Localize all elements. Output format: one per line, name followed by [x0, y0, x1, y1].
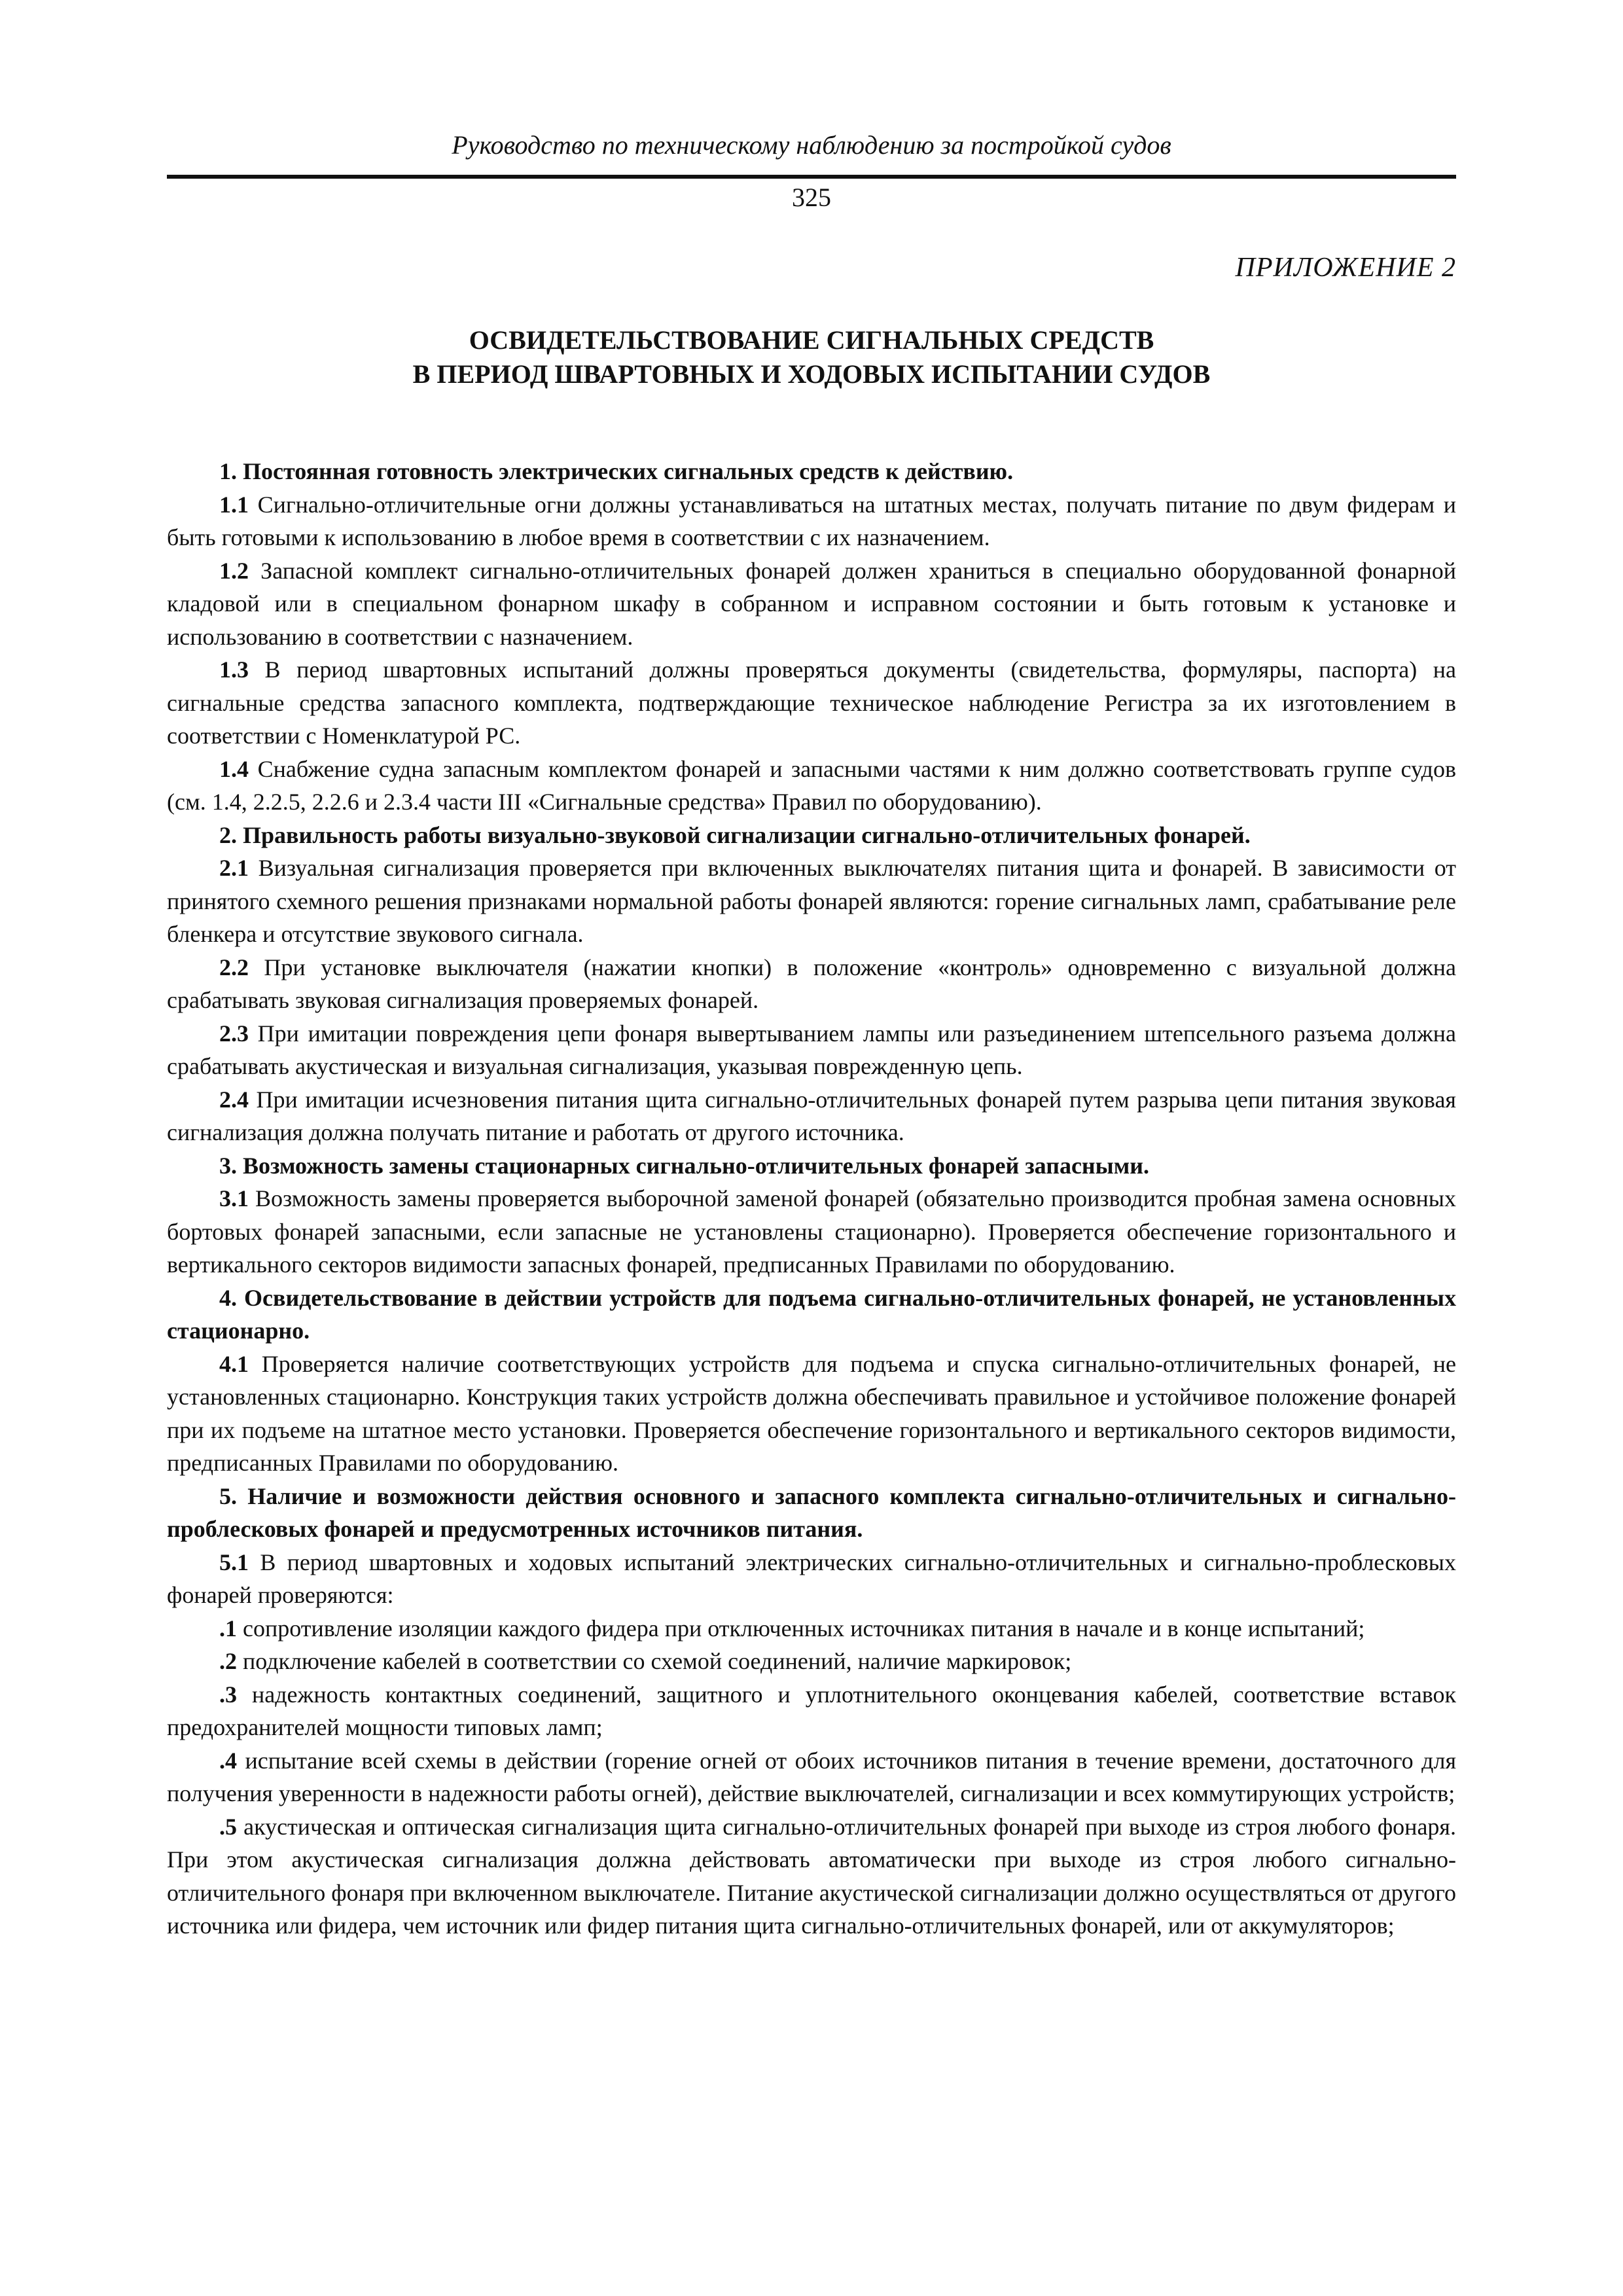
- item-number: 2.4: [219, 1086, 249, 1113]
- page-number: 325: [792, 183, 831, 212]
- item-text: В период швартовных испытаний должны проверяться документы (свидетельства, формуляры, паспорта) на сигнальные средства запасного комплекта, подтверждающие техническое наблюдение Регистра за их изготовлением в соответствии с Номенклатурой РС.: [167, 656, 1456, 749]
- item-text: надежность контактных соединений, защитного и уплотнительного оконцевания кабелей, соответствие вставок предохранителей мощности типовых ламп;: [167, 1681, 1456, 1740]
- title-line-1: ОСВИДЕТЕЛЬСТВОВАНИЕ СИГНАЛЬНЫХ СРЕДСТВ: [469, 325, 1154, 355]
- item-text: Снабжение судна запасным комплектом фонарей и запасными частями к ним должно соответствовать группе судов (см. 1.4, 2.2.5, 2.2.6 и 2.3.4 части III «Сигнальные средства» Правил по оборудованию).: [167, 755, 1456, 815]
- item-number: 2.2: [219, 954, 249, 980]
- section-item: [167, 1678, 1456, 1744]
- section-item: [167, 488, 1456, 554]
- item-number: 2.3: [219, 1020, 249, 1047]
- item-number: 1.1: [219, 491, 249, 518]
- item-number: 2.1: [219, 855, 249, 881]
- item-number: 1.4: [219, 755, 249, 782]
- section-item: [167, 1744, 1456, 1810]
- section-item: [167, 1810, 1456, 1943]
- item-text: Проверяется наличие соответствующих устройств для подъема и спуска сигнально-отличительных фонарей, не установленных стационарно. Конструкция таких устройств должна обеспечивать правильное и устойчивое положение фонарей при их подъеме на штатное место установки. Проверяется обеспечение горизонтального и вертикального секторов видимости, предписанных Правилами по оборудованию.: [167, 1350, 1456, 1476]
- section-item: [167, 1612, 1456, 1645]
- section-item: [167, 951, 1456, 1017]
- section-item: [167, 1348, 1456, 1480]
- item-text: подключение кабелей в соответствии со схемой соединений, наличие маркировок;: [237, 1648, 1072, 1674]
- running-title: Руководство по техническому наблюдению за постройкой судов: [452, 130, 1171, 160]
- item-number: 5.1: [219, 1549, 249, 1575]
- section-heading: 1. Постоянная готовность электрических сигнальных средств к действию.: [219, 458, 1014, 484]
- section-item: [167, 753, 1456, 819]
- item-number: 1.3: [219, 656, 249, 683]
- item-text: акустическая и оптическая сигнализация щита сигнально-отличительных фонарей при выходе из строя любого фонаря. При этом акустическая сигнализация должна действовать автоматически при выходе из строя любого сигнально-отличительного фонаря при включенном выключателе. Питание акустической сигнализации должно осуществляться от другого источника или фидера, чем источник или фидер питания щита сигнально-отличительных фонарей, или от аккумуляторов;: [167, 1813, 1456, 1939]
- item-number: .5: [219, 1813, 237, 1840]
- section-heading: 5. Наличие и возможности действия основного и запасного комплекта сигнально-отличительных и сигнально-проблесковых фонарей и предусмотренных источников питания.: [167, 1482, 1456, 1542]
- item-text: Сигнально-отличительные огни должны устанавливаться на штатных местах, получать питание по двум фидерам и быть готовыми к использованию в любое время в соответствии с их назначением.: [167, 491, 1456, 550]
- appendix-label: ПРИЛОЖЕНИЕ 2: [1235, 253, 1456, 283]
- section-item: [167, 653, 1456, 753]
- item-text: Запасной комплект сигнально-отличительных фонарей должен храниться в специально оборудованной фонарной кладовой или в специальном фонарном шкафу в собранном и исправном состоянии и быть готовым к установке и использованию в соответствии с назначением.: [167, 557, 1456, 650]
- item-number: 1.2: [219, 557, 249, 584]
- section-item: [167, 1182, 1456, 1282]
- item-text: Возможность замены проверяется выборочной заменой фонарей (обязательно производится пробная замена основных бортовых фонарей запасными, если запасные не установлены стационарно). Проверяется обеспечение горизонтального и вертикального секторов видимости запасных фонарей, предписанных Правилами по оборудованию.: [167, 1185, 1456, 1278]
- section-heading: 2. Правильность работы визуально-звуковой сигнализации сигнально-отличительных фонарей.: [219, 821, 1251, 848]
- item-number: .3: [219, 1681, 237, 1708]
- document-body: [167, 455, 1456, 1943]
- section-item: [167, 1645, 1456, 1678]
- title-line-2: В ПЕРИОД ШВАРТОВНЫХ И ХОДОВЫХ ИСПЫТАНИИ СУДОВ: [412, 359, 1211, 389]
- section-item: [167, 1546, 1456, 1612]
- item-text: При имитации повреждения цепи фонаря вывертыванием лампы или разъединением штепсельного разъема должна срабатывать акустическая и визуальная сигнализация, указывая поврежденную цепь.: [167, 1020, 1456, 1079]
- item-text: сопротивление изоляции каждого фидера при отключенных источниках питания в начале и в конце испытаний;: [237, 1615, 1365, 1641]
- item-number: .1: [219, 1615, 237, 1641]
- section-item: [167, 1083, 1456, 1149]
- section-item: [167, 1017, 1456, 1083]
- section-heading: 4. Освидетельствование в действии устройств для подъема сигнально-отличительных фонарей, не установленных стационарно.: [167, 1284, 1456, 1344]
- item-number: 3.1: [219, 1185, 249, 1211]
- document-title: [167, 323, 1456, 391]
- item-text: испытание всей схемы в действии (горение огней от обоих источников питания в течение времени, достаточного для получения уверенности в надежности работы огней), действие выключателей, сигнализации и всех коммутирующих устройств;: [167, 1747, 1456, 1806]
- section-heading: 3. Возможность замены стационарных сигнально-отличительных фонарей запасными.: [219, 1152, 1150, 1179]
- item-number: .2: [219, 1648, 237, 1674]
- item-number: .4: [219, 1747, 237, 1774]
- item-text: При имитации исчезновения питания щита сигнально-отличительных фонарей путем разрыва цепи питания звуковая сигнализация должна получать питание и работать от другого источника.: [167, 1086, 1456, 1145]
- section-item: [167, 554, 1456, 654]
- section-item: [167, 852, 1456, 951]
- item-text: Визуальная сигнализация проверяется при включенных выключателях питания щита и фонарей. В зависимости от принятого схемного решения признаками нормальной работы фонарей являются: горение сигнальных ламп, срабатывание реле бленкера и отсутствие звукового сигнала.: [167, 855, 1456, 947]
- item-text: При установке выключателя (нажатии кнопки) в положение «контроль» одновременно с визуальной должна срабатывать звуковая сигнализация проверяемых фонарей.: [167, 954, 1456, 1013]
- item-text: В период швартовных и ходовых испытаний электрических сигнально-отличительных и сигнально-проблесковых фонарей проверяются:: [167, 1549, 1456, 1608]
- header-rule: [167, 175, 1456, 179]
- item-number: 4.1: [219, 1350, 249, 1377]
